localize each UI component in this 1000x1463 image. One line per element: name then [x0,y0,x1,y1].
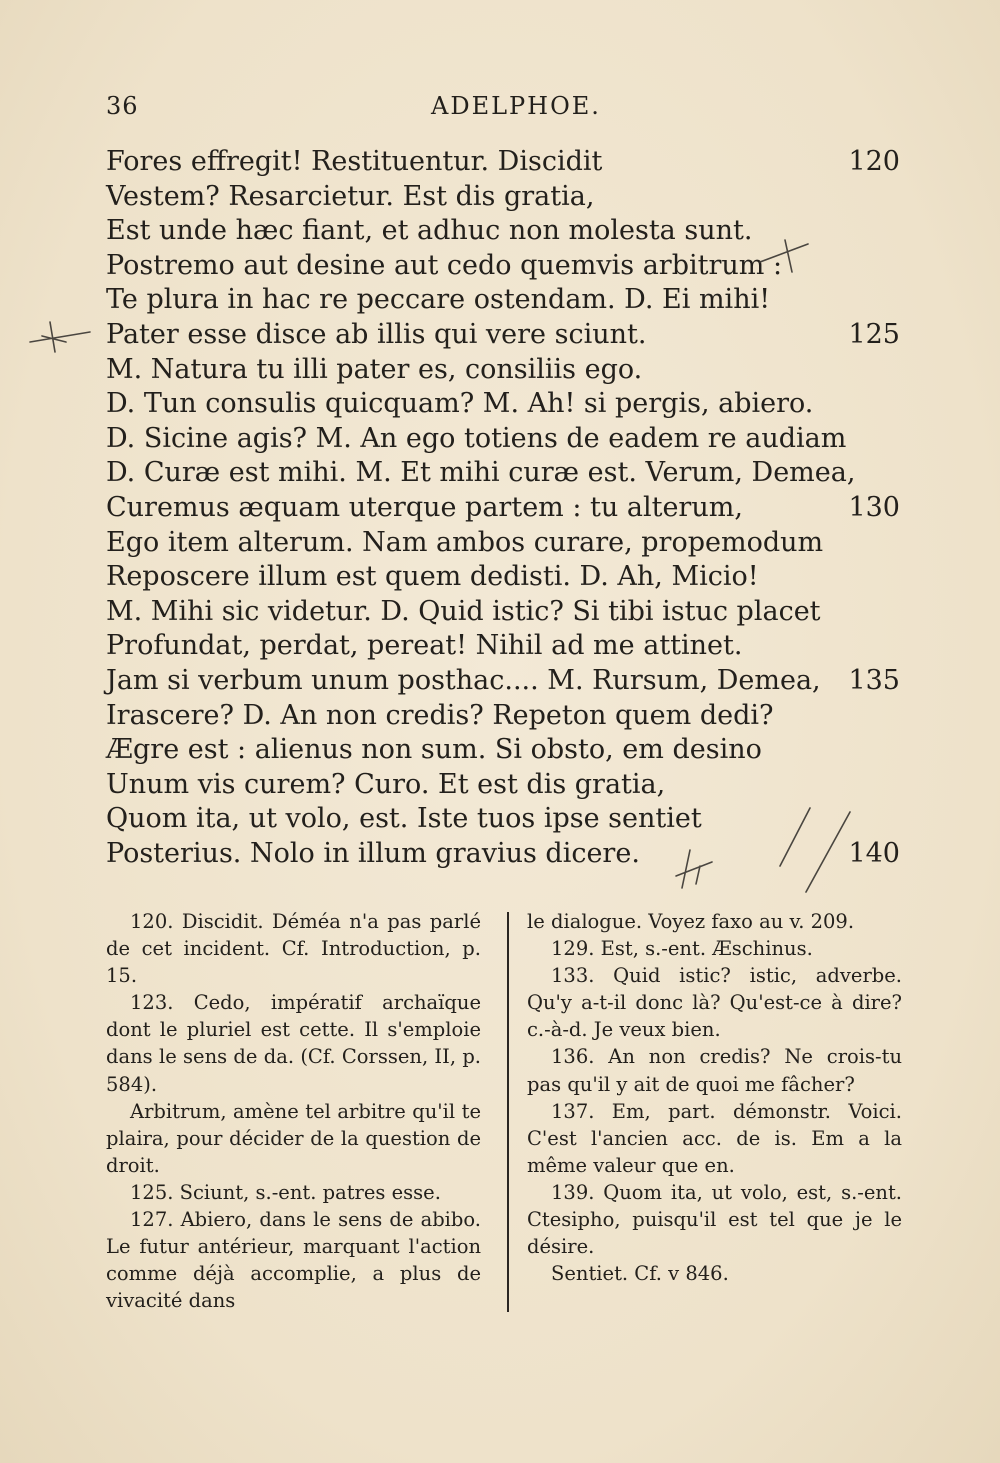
verse-line [106,387,906,422]
verse-line [106,249,906,284]
footnote: 120. Discidit. Déméa n'a pas parlé de cet incident. Cf. Introduction, p. 15. [106,910,481,988]
notes-column-left [106,908,481,1314]
footnote: Arbitrum, amène tel arbitre qu'il te plaira, pour décider de la question de droit. [106,1099,481,1177]
verse-line [106,664,906,699]
line-number: 120 [848,146,900,177]
line-number: 125 [848,318,900,350]
line-number: 140 [848,837,900,869]
footnote: 133. Quid istic? istic, adverbe. Qu'y a-t-il donc là? Qu'est-ce à dire? c.-à-d. Je veux bien. [527,964,902,1042]
verse-line [106,526,906,561]
verse-line [106,422,906,457]
verse-text: Est unde hæc fiant, et adhuc non molesta sunt. [106,215,753,247]
verse-line [106,180,906,215]
verse-line [106,456,906,491]
verse-line [106,353,906,388]
verse-text: Ægre est : alienus non sum. Si obsto, em desino [106,734,762,766]
footnote: 127. Abiero, dans le sens de abibo. Le futur antérieur, marquant l'action comme déjà accomplie, a plus de vivacité dans [106,1208,481,1313]
verse-line [106,560,906,595]
verse-text: D. Sicine agis? M. An ego totiens de eadem re audiam [106,422,847,454]
column-divider [507,912,509,1312]
footnote: 129. Est, s.-ent. Æschinus. [551,937,813,961]
verse-line [106,318,906,353]
verse-line [106,595,906,630]
verse-text: Profundat, perdat, pereat! Nihil ad me attinet. [106,630,743,662]
verse-text: Jam si verbum unum posthac.... M. Rursum, Demea, [106,664,821,696]
verse-text: Te plura in hac re peccare ostendam. D. Ei mihi! [106,284,771,316]
running-title: ADELPHOE. [431,92,601,120]
verse-line [106,283,906,318]
footnote: 123. Cedo, impératif archaïque dont le pluriel est cette. Il s'emploie dans le sens de da. (Cf. Corssen, II, p. 584). [106,991,481,1096]
line-number: 135 [848,664,900,696]
verse-text: Vestem? Resarcietur. Est dis gratia, [106,180,595,212]
verse-text: D. Curæ est mihi. M. Et mihi curæ est. Verum, Demea, [106,457,856,489]
footnote: 139. Quom ita, ut volo, est, s.-ent. Ctesipho, puisqu'il est tel que je le désire. [527,1180,902,1259]
verse-text: Irascere? D. An non credis? Repeton quem dedi? [106,699,774,731]
verse-line [106,768,906,803]
verse-text: M. Natura tu illi pater es, consiliis ego. [106,353,643,385]
verse-line [106,733,906,768]
footnote: 136. An non credis? Ne crois-tu pas qu'il y ait de quoi me fâcher? [527,1045,902,1096]
verse-text: Reposcere illum est quem dedisti. D. Ah, Micio! [106,561,759,593]
footnote: 125. Sciunt, s.-ent. patres esse. [130,1180,441,1204]
verse-text: Quom ita, ut volo, est. Iste tuos ipse sentiet [106,803,702,835]
verse-line [106,491,906,526]
footnote: Sentiet. Cf. v 846. [551,1262,729,1286]
verse-text: Pater esse disce ab illis qui vere sciunt. [106,318,647,350]
verse-line [106,145,906,180]
verse-text: M. Mihi sic videtur. D. Quid istic? Si tibi istuc placet [106,595,821,627]
verse-line [106,629,906,664]
verse-line [106,214,906,249]
notes-column-right [527,908,902,1287]
line-number: 130 [848,491,900,523]
verse-text: Unum vis curem? Curo. Et est dis gratia, [106,768,666,800]
running-header [106,92,906,128]
footnote: le dialogue. Voyez faxo au v. 209. [527,910,855,933]
verse-text: Ego item alterum. Nam ambos curare, propemodum [106,526,824,558]
verse-text: Curemus æquam uterque partem : tu alterum, [106,491,743,523]
verse-line [106,699,906,734]
verse-line [106,802,906,837]
page-number: 36 [106,92,139,120]
verse-text: D. Tun consulis quicquam? M. Ah! si pergis, abiero. [106,388,814,420]
verse-text: Fores effregit! Restituentur. Discidit [106,146,603,177]
verse-text: Postremo aut desine aut cedo quemvis arbitrum : [106,249,783,281]
verse-line [106,837,906,872]
verse-text: Posterius. Nolo in illum gravius dicere. [106,837,640,869]
footnote: 137. Em, part. démonstr. Voici. C'est l'ancien acc. de is. Em a la même valeur que en. [527,1099,902,1177]
verse-block [106,145,906,871]
